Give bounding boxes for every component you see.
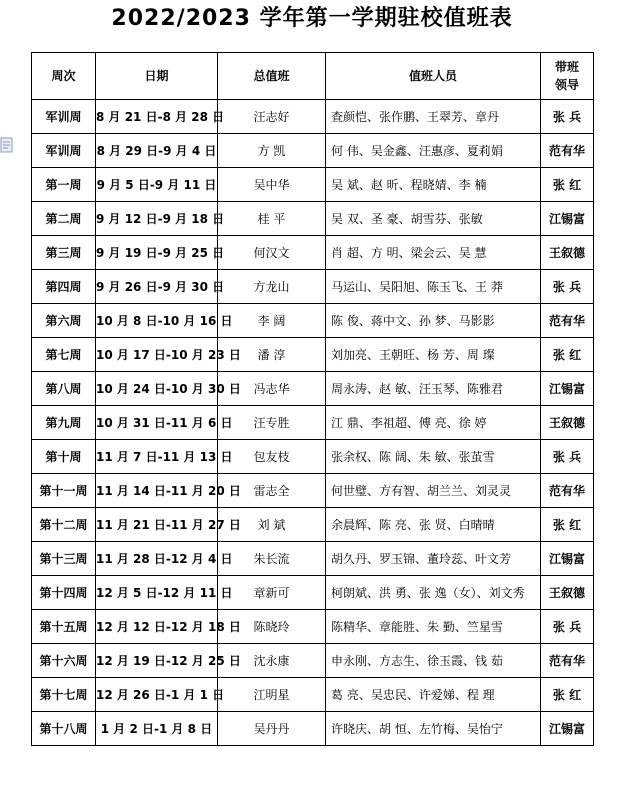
date-cell: 10 月 17 日-10 月 23 日 bbox=[96, 338, 218, 372]
chief-cell: 方 凯 bbox=[218, 134, 326, 168]
header-chief: 总值班 bbox=[218, 53, 326, 100]
week-cell: 第八周 bbox=[32, 372, 96, 406]
chief-cell: 吴丹丹 bbox=[218, 712, 326, 746]
leader-cell: 江锡富 bbox=[541, 372, 594, 406]
header-date: 日期 bbox=[96, 53, 218, 100]
staff-cell: 余晨辉、陈 亮、张 贤、白晴晴 bbox=[326, 508, 541, 542]
date-cell: 10 月 8 日-10 月 16 日 bbox=[96, 304, 218, 338]
week-cell: 军训周 bbox=[32, 134, 96, 168]
leader-cell: 范有华 bbox=[541, 644, 594, 678]
chief-cell: 潘 淳 bbox=[218, 338, 326, 372]
table-row bbox=[32, 712, 594, 746]
chief-cell: 刘 斌 bbox=[218, 508, 326, 542]
document-icon[interactable] bbox=[0, 136, 16, 156]
week-cell: 第六周 bbox=[32, 304, 96, 338]
table-row bbox=[32, 202, 594, 236]
table-row bbox=[32, 644, 594, 678]
table-row bbox=[32, 134, 594, 168]
week-cell: 第十八周 bbox=[32, 712, 96, 746]
chief-cell: 李 阔 bbox=[218, 304, 326, 338]
staff-cell: 葛 亮、吴忠民、许爱娣、程 理 bbox=[326, 678, 541, 712]
leader-cell: 张 红 bbox=[541, 508, 594, 542]
leader-cell: 范有华 bbox=[541, 304, 594, 338]
date-cell: 11 月 28 日-12 月 4 日 bbox=[96, 542, 218, 576]
staff-cell: 张余权、陈 阔、朱 敏、张茧雪 bbox=[326, 440, 541, 474]
table-row bbox=[32, 304, 594, 338]
staff-cell: 周永涛、赵 敏、汪玉琴、陈雅君 bbox=[326, 372, 541, 406]
table-row bbox=[32, 440, 594, 474]
week-cell: 第三周 bbox=[32, 236, 96, 270]
leader-cell: 张 红 bbox=[541, 678, 594, 712]
table-row bbox=[32, 372, 594, 406]
date-cell: 12 月 26 日-1 月 1 日 bbox=[96, 678, 218, 712]
table-row bbox=[32, 270, 594, 304]
table-row bbox=[32, 508, 594, 542]
staff-cell: 吴 双、圣 豪、胡雪芬、张敏 bbox=[326, 202, 541, 236]
chief-cell: 汪志好 bbox=[218, 100, 326, 134]
chief-cell: 章新可 bbox=[218, 576, 326, 610]
week-cell: 军训周 bbox=[32, 100, 96, 134]
page-title: 2022/2023 学年第一学期驻校值班表 bbox=[111, 6, 513, 31]
leader-cell: 江锡富 bbox=[541, 712, 594, 746]
staff-cell: 肖 超、方 明、梁会云、吴 慧 bbox=[326, 236, 541, 270]
date-cell: 9 月 5 日-9 月 11 日 bbox=[96, 168, 218, 202]
chief-cell: 何汉文 bbox=[218, 236, 326, 270]
chief-cell: 桂 平 bbox=[218, 202, 326, 236]
chief-cell: 陈晓玲 bbox=[218, 610, 326, 644]
table-row bbox=[32, 338, 594, 372]
date-cell: 10 月 24 日-10 月 30 日 bbox=[96, 372, 218, 406]
week-cell: 第二周 bbox=[32, 202, 96, 236]
date-cell: 11 月 21 日-11 月 27 日 bbox=[96, 508, 218, 542]
leader-cell: 江锡富 bbox=[541, 542, 594, 576]
week-cell: 第十五周 bbox=[32, 610, 96, 644]
table-row bbox=[32, 678, 594, 712]
leader-cell: 张 红 bbox=[541, 338, 594, 372]
date-cell: 9 月 12 日-9 月 18 日 bbox=[96, 202, 218, 236]
leader-cell: 张 红 bbox=[541, 168, 594, 202]
date-cell: 9 月 26 日-9 月 30 日 bbox=[96, 270, 218, 304]
table-row bbox=[32, 236, 594, 270]
week-cell: 第十周 bbox=[32, 440, 96, 474]
leader-cell: 王叙德 bbox=[541, 576, 594, 610]
table-row bbox=[32, 610, 594, 644]
chief-cell: 雷志全 bbox=[218, 474, 326, 508]
week-cell: 第十二周 bbox=[32, 508, 96, 542]
week-cell: 第十三周 bbox=[32, 542, 96, 576]
date-cell: 11 月 14 日-11 月 20 日 bbox=[96, 474, 218, 508]
week-cell: 第四周 bbox=[32, 270, 96, 304]
header-staff: 值班人员 bbox=[326, 53, 541, 100]
table-row bbox=[32, 100, 594, 134]
chief-cell: 吴中华 bbox=[218, 168, 326, 202]
staff-cell: 吴 斌、赵 昕、程晓婧、李 楠 bbox=[326, 168, 541, 202]
week-cell: 第七周 bbox=[32, 338, 96, 372]
date-cell: 12 月 12 日-12 月 18 日 bbox=[96, 610, 218, 644]
staff-cell: 胡久丹、罗玉锦、董玲蕊、叶文芳 bbox=[326, 542, 541, 576]
leader-cell: 范有华 bbox=[541, 134, 594, 168]
staff-cell: 马运山、吴阳旭、陈玉飞、王 莽 bbox=[326, 270, 541, 304]
leader-cell: 张 兵 bbox=[541, 100, 594, 134]
header-leader bbox=[541, 53, 594, 100]
week-cell: 第十六周 bbox=[32, 644, 96, 678]
week-cell: 第十四周 bbox=[32, 576, 96, 610]
duty-table bbox=[31, 52, 594, 746]
staff-cell: 何世璧、方有智、胡兰兰、刘灵灵 bbox=[326, 474, 541, 508]
table-header-row bbox=[32, 53, 594, 100]
leader-cell: 张 兵 bbox=[541, 610, 594, 644]
table-row bbox=[32, 576, 594, 610]
week-cell: 第十一周 bbox=[32, 474, 96, 508]
staff-cell: 陈精华、章能胜、朱 勤、竺星雪 bbox=[326, 610, 541, 644]
leader-cell: 范有华 bbox=[541, 474, 594, 508]
chief-cell: 方龙山 bbox=[218, 270, 326, 304]
chief-cell: 包友枝 bbox=[218, 440, 326, 474]
staff-cell: 申永刚、方志生、徐玉霞、钱 茹 bbox=[326, 644, 541, 678]
date-cell: 12 月 19 日-12 月 25 日 bbox=[96, 644, 218, 678]
date-cell: 8 月 29 日-9 月 4 日 bbox=[96, 134, 218, 168]
table-row bbox=[32, 542, 594, 576]
date-cell: 10 月 31 日-11 月 6 日 bbox=[96, 406, 218, 440]
chief-cell: 汪专胜 bbox=[218, 406, 326, 440]
staff-cell: 查颜恺、张作鹏、王翠芳、章丹 bbox=[326, 100, 541, 134]
week-cell: 第十七周 bbox=[32, 678, 96, 712]
header-week: 周次 bbox=[32, 53, 96, 100]
date-cell: 8 月 21 日-8 月 28 日 bbox=[96, 100, 218, 134]
date-cell: 1 月 2 日-1 月 8 日 bbox=[96, 712, 218, 746]
chief-cell: 冯志华 bbox=[218, 372, 326, 406]
table-row bbox=[32, 406, 594, 440]
date-cell: 9 月 19 日-9 月 25 日 bbox=[96, 236, 218, 270]
week-cell: 第一周 bbox=[32, 168, 96, 202]
leader-cell: 张 兵 bbox=[541, 440, 594, 474]
staff-cell: 江 鼎、李祖超、傅 亮、徐 婷 bbox=[326, 406, 541, 440]
leader-cell: 王叙德 bbox=[541, 236, 594, 270]
staff-cell: 刘加亮、王朝旺、杨 芳、周 璨 bbox=[326, 338, 541, 372]
staff-cell: 许晓庆、胡 恒、左竹梅、吴怡宁 bbox=[326, 712, 541, 746]
header-leader-line2: 领导 bbox=[554, 78, 579, 92]
staff-cell: 柯朗斌、洪 勇、张 逸（女）、刘文秀 bbox=[326, 576, 541, 610]
date-cell: 12 月 5 日-12 月 11 日 bbox=[96, 576, 218, 610]
leader-cell: 张 兵 bbox=[541, 270, 594, 304]
leader-cell: 江锡富 bbox=[541, 202, 594, 236]
staff-cell: 陈 俊、蒋中文、孙 梦、马影影 bbox=[326, 304, 541, 338]
table-row bbox=[32, 168, 594, 202]
table-row bbox=[32, 474, 594, 508]
staff-cell: 何 伟、吴金鑫、汪惠彦、夏莉娟 bbox=[326, 134, 541, 168]
leader-cell: 王叙德 bbox=[541, 406, 594, 440]
header-leader-line1: 带班 bbox=[554, 60, 579, 74]
date-cell: 11 月 7 日-11 月 13 日 bbox=[96, 440, 218, 474]
chief-cell: 朱长流 bbox=[218, 542, 326, 576]
chief-cell: 沈永康 bbox=[218, 644, 326, 678]
chief-cell: 江明星 bbox=[218, 678, 326, 712]
week-cell: 第九周 bbox=[32, 406, 96, 440]
